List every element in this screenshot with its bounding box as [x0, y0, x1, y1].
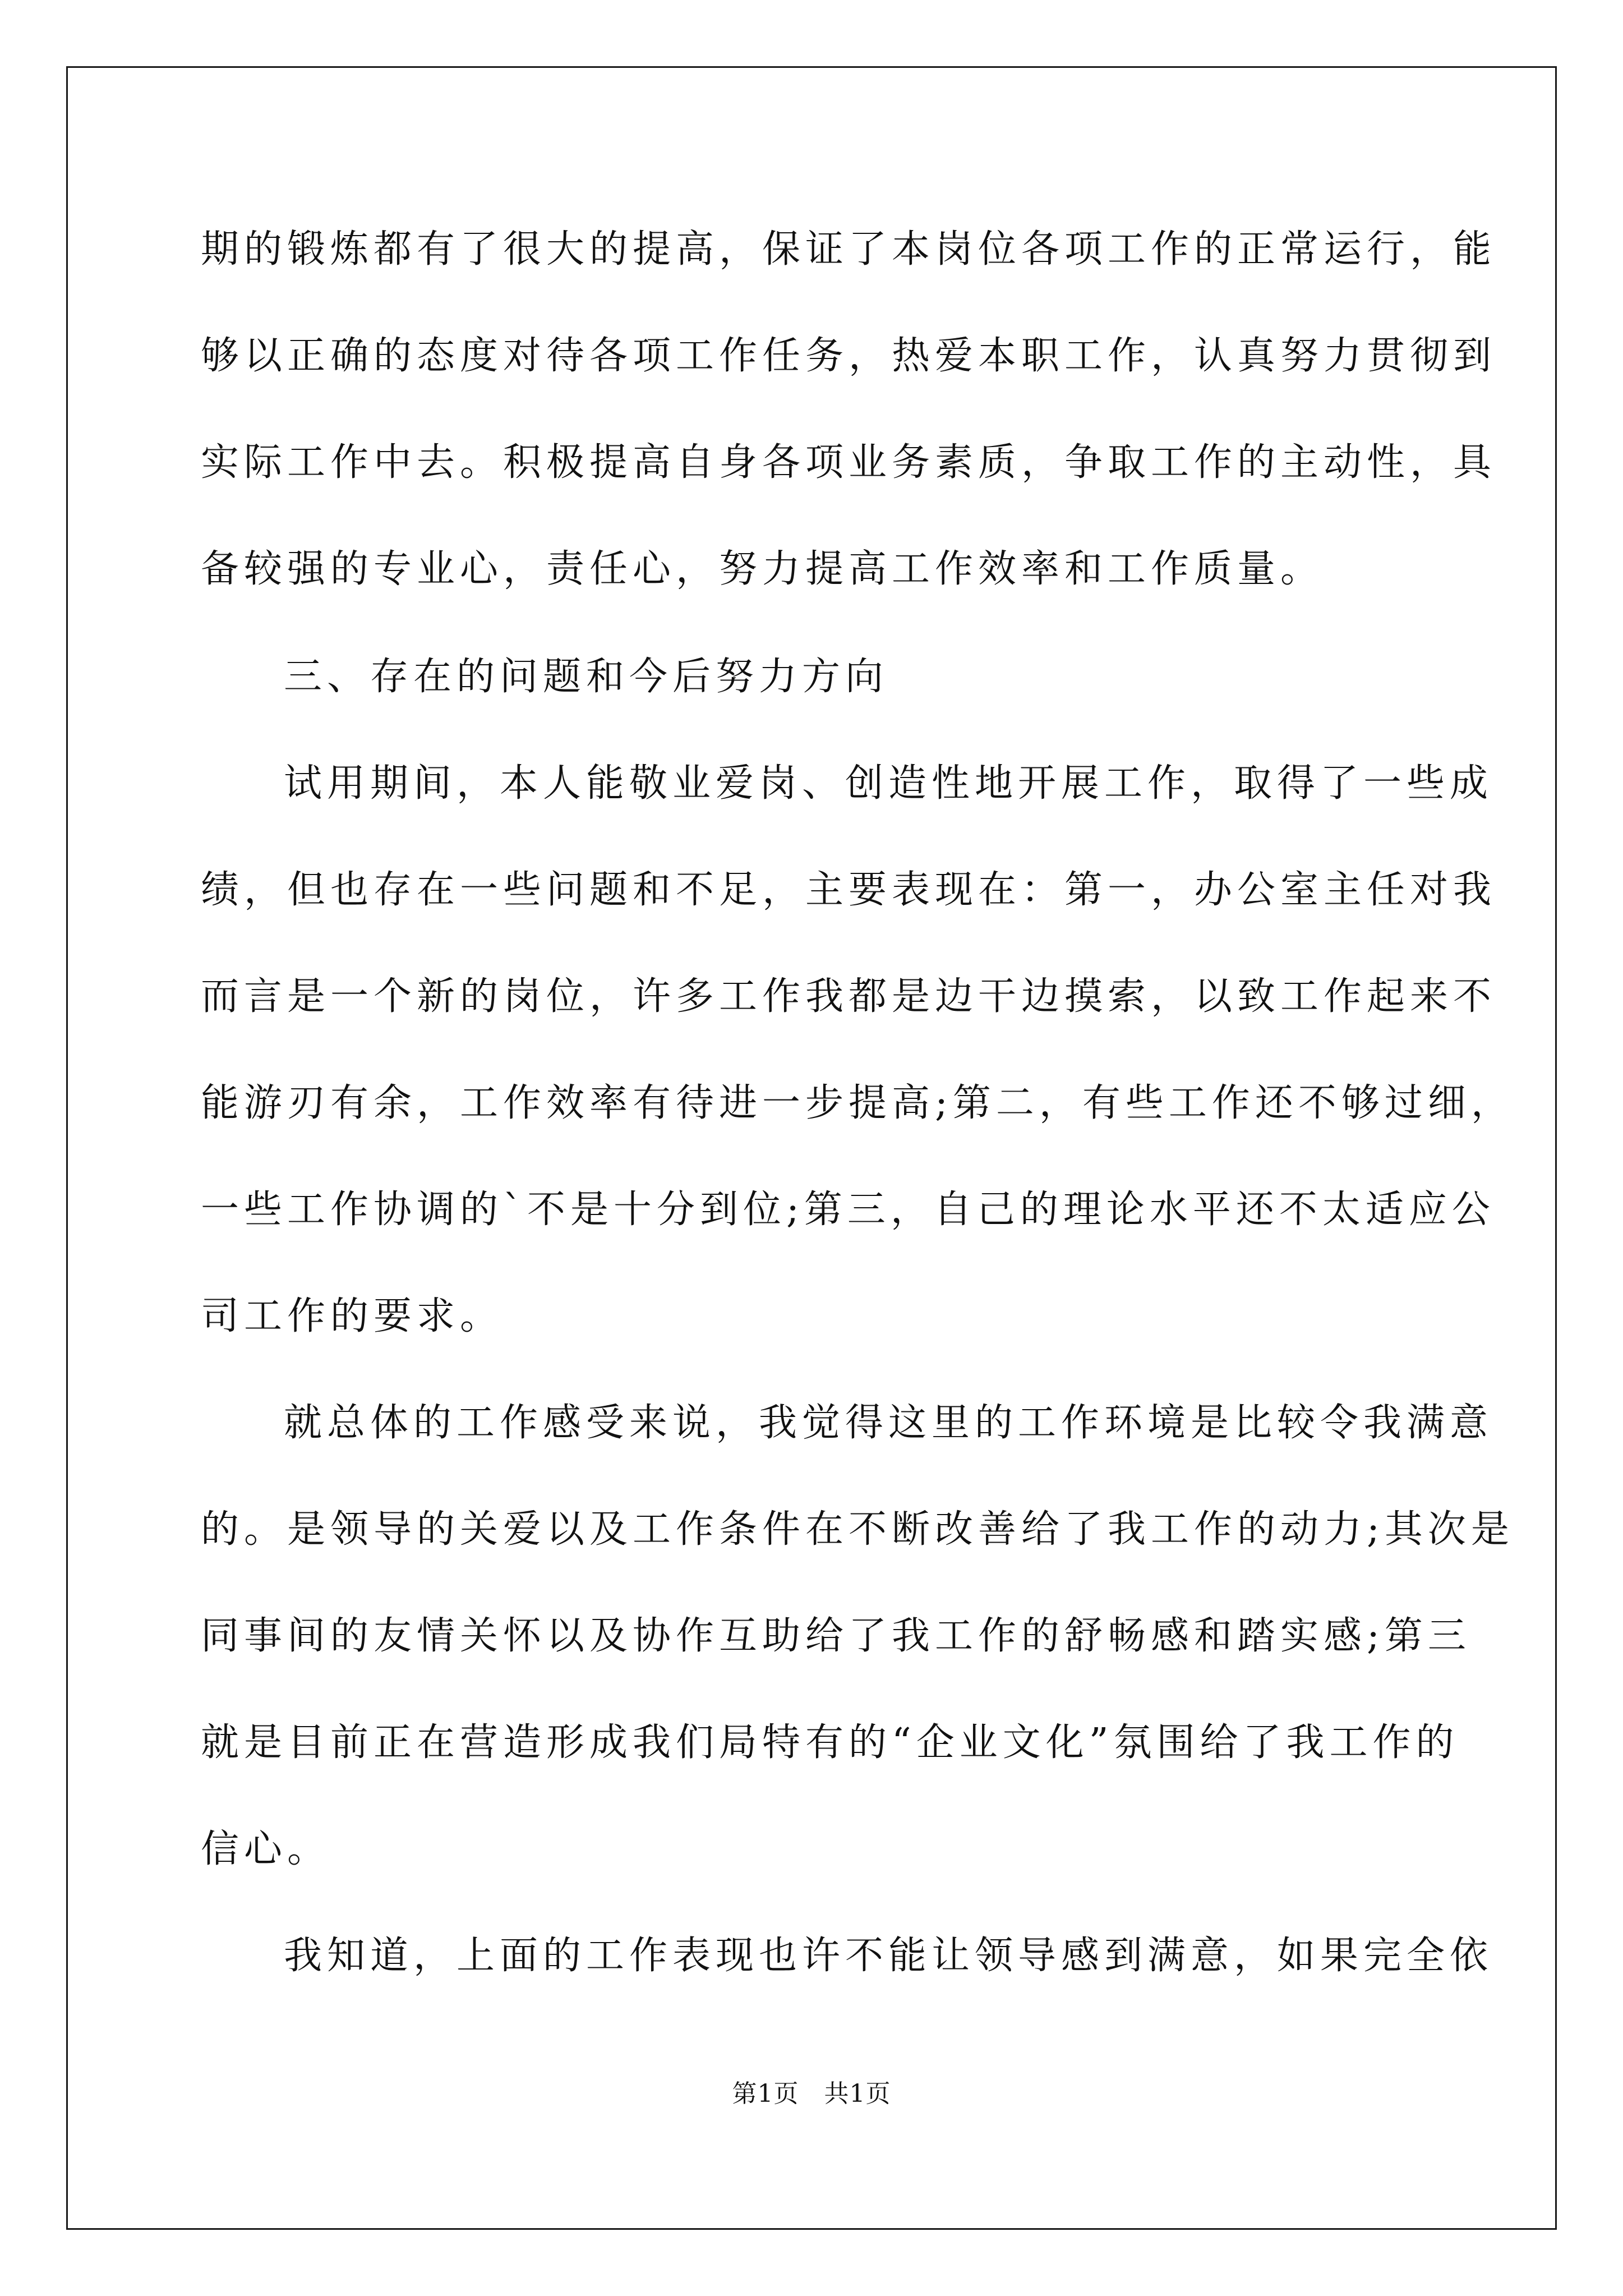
text-line: 司工作的要求。 [201, 1294, 504, 1338]
text-line: 一些工作协调的`不是十分到位;第三，自己的理论水平还不太适应公 [201, 1188, 1495, 1232]
text-line: 绩，但也存在一些问题和不足，主要表现在：第一，办公室主任对我 [201, 868, 1497, 912]
text-line: 就是目前正在营造形成我们局特有的“企业文化”氛围给了我工作的 [201, 1720, 1459, 1765]
text-line: 的。是领导的关爱以及工作条件在不断改善给了我工作的动力;其次是 [201, 1507, 1514, 1552]
paragraph-start-line: 我知道，上面的工作表现也许不能让领导感到满意，如果完全依 [284, 1934, 1493, 1978]
text-line: 信心。 [201, 1827, 331, 1871]
text-line: 够以正确的态度对待各项工作任务，热爱本职工作，认真努力贯彻到 [201, 334, 1497, 378]
paragraph-start-line: 就总体的工作感受来说，我觉得这里的工作环境是比较令我满意 [284, 1401, 1493, 1445]
text-line: 能游刃有余，工作效率有待进一步提高;第二，有些工作还不够过细， [201, 1081, 1514, 1125]
paragraph-start-line: 试用期间，本人能敬业爱岗、创造性地开展工作，取得了一些成 [284, 761, 1493, 806]
section-heading: 三、存在的问题和今后努力方向 [284, 655, 889, 699]
text-line: 备较强的专业心，责任心，努力提高工作效率和工作质量。 [201, 547, 1324, 591]
text-line: 同事间的友情关怀以及协作互助给了我工作的舒畅感和踏实感;第三 [201, 1614, 1471, 1658]
page-number-footer: 第1页 共1页 [732, 2079, 891, 2108]
text-line: 期的锻炼都有了很大的提高，保证了本岗位各项工作的正常运行，能 [201, 227, 1497, 272]
text-line: 而言是一个新的岗位，许多工作我都是边干边摸索，以致工作起来不 [201, 974, 1497, 1019]
page-border [66, 66, 1557, 2230]
text-line: 实际工作中去。积极提高自身各项业务素质，争取工作的主动性，具 [201, 440, 1497, 485]
